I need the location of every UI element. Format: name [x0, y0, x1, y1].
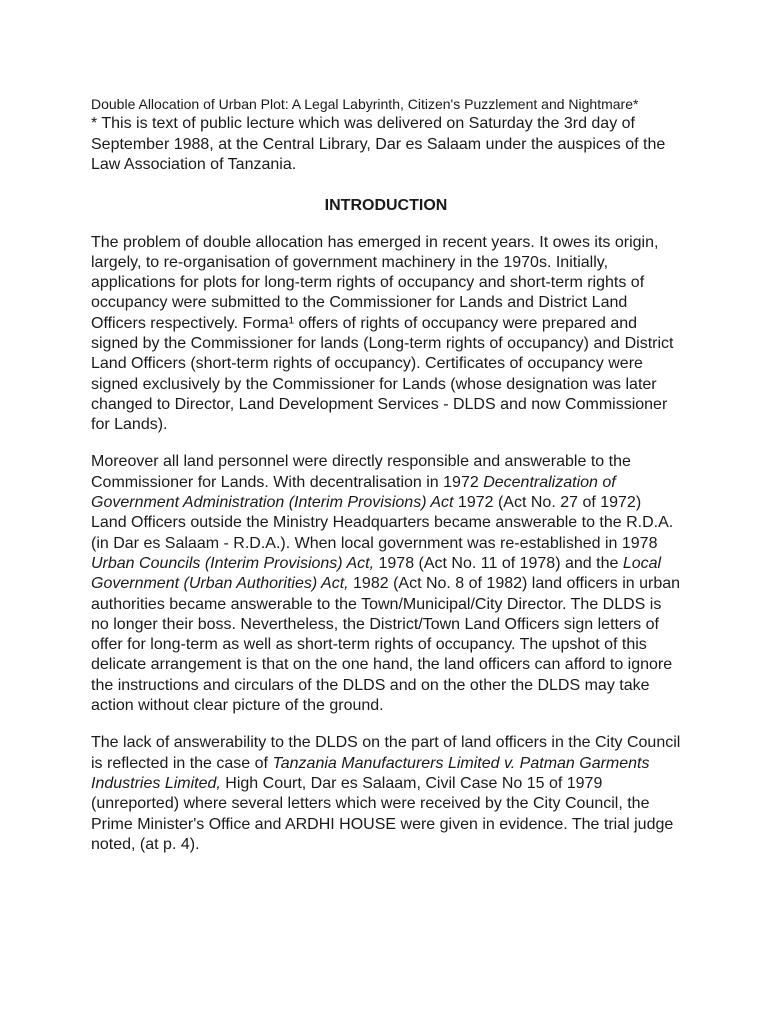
paragraph-2-text-4: 1982 (Act No. 8 of 1982) land officers in urban authorities became answerable to the Town/Municipal/City Director. The DLDS is no longer their boss. Nevertheless, the District/Town Land Officers sign letters of offer for long-term as well as short-term rights of occupancy. The upshot of this delicate arrangement is that on the one hand, the land officers can afford to ignore the instructions and circulars of the DLDS and on the other the DLDS may take action without clear picture of the ground. — [91, 575, 681, 715]
paragraph-3-text-2: High Court, Dar es Salaam, Civil Case No 15 of 1979 (unreported) where several letters which were received by the City Council, the Prime Minister's Office and ARDHI HOUSE were given in evidence. The trial judge noted, (at p. 4). — [91, 774, 674, 853]
document-title: Double Allocation of Urban Plot: A Legal Labyrinth, Citizen's Puzzlement and Nightmare* — [91, 96, 639, 112]
paragraph-1: The problem of double allocation has emerged in recent years. It owes its origin, largely, to re-organisation of government machinery in the 1970s. Initially, applications for plots for long-term rights of occupancy and short-term rights of occupancy were submitted to the Commissioner for Lands and District Land Officers respectively. Forma¹ offers of rights of occupancy were prepared and signed by the Commissioner for lands (Long-term rights of occupancy) and District Land Officers (short-term rights of occupancy). Certificates of occupancy were signed exclusively by the Commissioner for Lands (whose designation was later changed to Director, Land Development Services - DLDS and now Commissioner for Lands). — [91, 233, 674, 434]
act-citation-1: Decentralization of Government Administration (Interim Provisions) Act — [91, 473, 616, 512]
act-citation-3: Local Government (Urban Authorities) Act, — [91, 554, 662, 593]
lecture-footnote: * This is text of public lecture which was delivered on Saturday the 3rd day of September 1988, at the Central Library, Dar es Salaam under the auspices of the Law Association of Tanzania. — [91, 115, 666, 173]
paragraph-3 — [91, 733, 681, 855]
section-heading: INTRODUCTION — [324, 196, 448, 214]
act-citation-2: Urban Councils (Interim Provisions) Act, — [91, 554, 375, 572]
document-page — [91, 95, 681, 855]
case-citation: Tanzania Manufacturers Limited v. Patman Garments Industries Limited, — [91, 754, 650, 792]
paragraph-2-text-1: Moreover all land personnel were directly responsible and answerable to the Commissioner for Lands. With decentralisation in 1972 — [91, 453, 631, 491]
paragraph-2-text-3: 1978 (Act No. 11 of 1978) and the — [374, 554, 623, 572]
paragraph-2-text-2: 1972 (Act No. 27 of 1972) Land Officers outside the Ministry Headquarters became answerable to the R.D.A. (in Dar es Salaam - R.D.A.). When local government was re-established in 1978 — [91, 494, 674, 552]
paragraph-2 — [91, 452, 681, 716]
paragraph-3-text-1: The lack of answerability to the DLDS on the part of land officers in the City Council is reflected in the case of — [91, 734, 681, 772]
